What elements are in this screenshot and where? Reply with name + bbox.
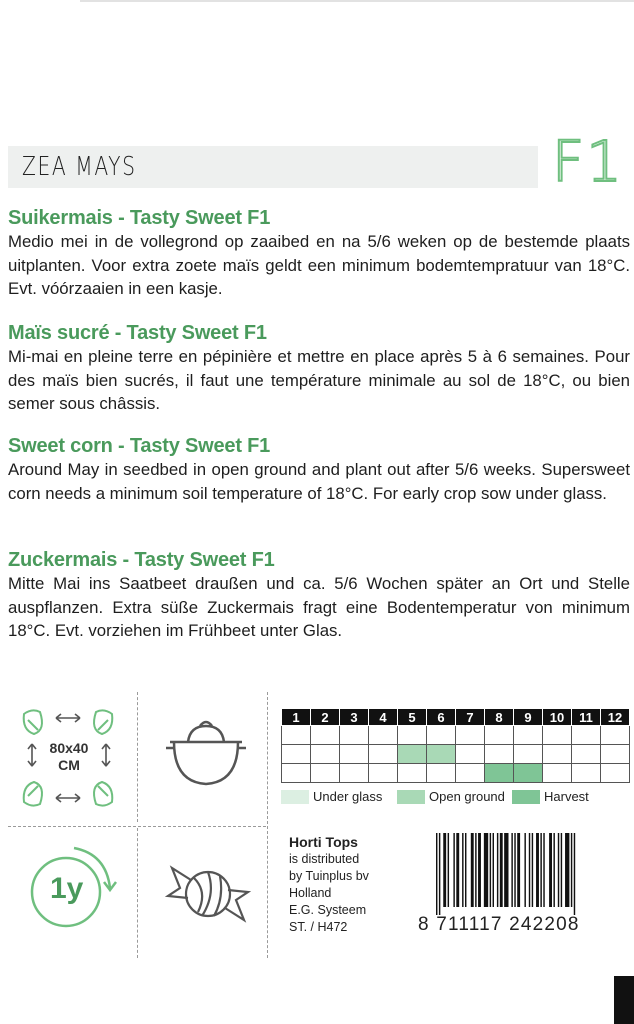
- divider: [137, 692, 138, 822]
- title-bar: [8, 146, 538, 188]
- section-heading: Suikermais - Tasty Sweet F1: [8, 207, 271, 229]
- harvest-cell: [514, 764, 543, 783]
- calendar-cell: [427, 726, 456, 745]
- month-header: 12: [601, 709, 630, 726]
- calendar-cell: [398, 764, 427, 783]
- calendar-cell: [340, 726, 369, 745]
- calendar-cell: [398, 726, 427, 745]
- calendar-cell: [427, 764, 456, 783]
- month-header: 2: [311, 709, 340, 726]
- calendar-header-row: [282, 709, 630, 726]
- distributor-line: Holland: [289, 886, 332, 900]
- calendar-cell: [456, 726, 485, 745]
- calendar-cell: [601, 726, 630, 745]
- month-header: 11: [572, 709, 601, 726]
- calendar-cell: [282, 745, 311, 764]
- barcode-bar: [497, 833, 498, 907]
- barcode-bar: [517, 833, 520, 907]
- barcode-bar: [443, 833, 446, 907]
- legend-label: Under glass: [313, 789, 383, 804]
- section-dutch: [8, 206, 630, 301]
- sowing-calendar: [281, 708, 630, 783]
- barcode-bar: [574, 833, 575, 915]
- edge-mark: [614, 976, 634, 1024]
- month-header: 5: [398, 709, 427, 726]
- barcode-bar: [540, 833, 541, 907]
- pot-icon: [160, 712, 252, 792]
- candy-icon: [158, 842, 258, 942]
- section-heading: Maïs sucré - Tasty Sweet F1: [8, 322, 267, 344]
- calendar-cell: [456, 745, 485, 764]
- barcode-bar: [536, 833, 539, 907]
- calendar-cell: [282, 726, 311, 745]
- divider: [267, 692, 268, 958]
- open-ground-row: [282, 745, 630, 764]
- barcode: [436, 833, 626, 915]
- spacing-value: 80x40: [49, 740, 89, 756]
- calendar-cell: [514, 745, 543, 764]
- calendar-cell: [340, 764, 369, 783]
- calendar-cell: [543, 745, 572, 764]
- legend-label: Harvest: [544, 789, 589, 804]
- barcode-bar: [471, 833, 474, 907]
- calendar-cell: [311, 764, 340, 783]
- month-header: 7: [456, 709, 485, 726]
- calendar-cell: [369, 745, 398, 764]
- calendar-cell: [514, 726, 543, 745]
- calendar-cell: [572, 745, 601, 764]
- open-ground-cell: [427, 745, 456, 764]
- section-german: [8, 548, 630, 643]
- barcode-bar: [465, 833, 466, 907]
- barcode-bar: [456, 833, 459, 907]
- barcode-bar: [561, 833, 562, 907]
- legend-swatch: [281, 790, 309, 804]
- calendar-cell: [282, 764, 311, 783]
- month-header: 10: [543, 709, 572, 726]
- barcode-bar: [436, 833, 437, 915]
- month-header: 9: [514, 709, 543, 726]
- calendar-cell: [340, 745, 369, 764]
- legend-swatch: [397, 790, 425, 804]
- barcode-bar: [462, 833, 463, 907]
- divider: [8, 826, 266, 827]
- calendar-cell: [543, 726, 572, 745]
- section-french: [8, 321, 630, 416]
- calendar-cell: [311, 745, 340, 764]
- section-text: Mitte Mai ins Saatbeet draußen und ca. 5/6 Wochen später an Ort und Stelle auspflanzen. Extra süße Zuckermais fragt eine Bodentemperatur von minimum 18°C. Evt. vorziehen im Frühbeet unter Glas.: [8, 574, 630, 640]
- barcode-bar: [532, 833, 533, 907]
- distributor-line: E.G. Systeem: [289, 903, 367, 917]
- barcode-bar: [553, 833, 554, 907]
- calendar-cell: [369, 726, 398, 745]
- barcode-bar: [514, 833, 515, 907]
- calendar-cell: [311, 726, 340, 745]
- barcode-bar: [478, 833, 481, 907]
- top-rule: [80, 0, 634, 2]
- calendar-cell: [572, 726, 601, 745]
- month-header: 4: [369, 709, 398, 726]
- barcode-bar: [558, 833, 559, 907]
- barcode-bar: [475, 833, 476, 907]
- month-header: 8: [485, 709, 514, 726]
- section-text: Mi-mai en pleine terre en pépinière et mettre en place après 5 à 6 semaines. Pour des maïs bien sucrés, il faut une température minimale au sol de 18°C, ou bien semer sous châssis.: [8, 347, 630, 413]
- barcode-bar: [571, 833, 572, 907]
- barcode-bar: [490, 833, 491, 907]
- calendar-cell: [485, 745, 514, 764]
- section-text: Around May in seedbed in open ground and plant out after 5/6 weeks. Supersweet corn needs a minimum soil temperature of 18°C. For early crop sow under glass.: [8, 460, 630, 503]
- divider: [137, 828, 138, 958]
- month-header: 6: [427, 709, 456, 726]
- spacing-label: [44, 740, 94, 774]
- barcode-bar: [453, 833, 454, 907]
- barcode-bar: [493, 833, 494, 907]
- barcode-bar: [529, 833, 530, 907]
- calendar-cell: [572, 764, 601, 783]
- cycle-label: 1y: [50, 872, 84, 905]
- section-heading: Sweet corn - Tasty Sweet F1: [8, 435, 271, 457]
- calendar-cell: [601, 764, 630, 783]
- calendar-cell: [485, 726, 514, 745]
- calendar-cell: [543, 764, 572, 783]
- legend-label: Open ground: [429, 789, 505, 804]
- barcode-bar: [543, 833, 544, 907]
- harvest-row: [282, 764, 630, 783]
- spacing-unit: CM: [58, 757, 80, 773]
- barcode-bar: [511, 833, 512, 907]
- barcode-bar: [484, 833, 488, 907]
- harvest-cell: [485, 764, 514, 783]
- distributor-line: by Tuinplus bv: [289, 869, 369, 883]
- distributor-line: ST. / H472: [289, 920, 348, 934]
- open-ground-cell: [398, 745, 427, 764]
- calendar-cell: [601, 745, 630, 764]
- barcode-bar: [524, 833, 525, 907]
- barcode-bar: [549, 833, 552, 907]
- barcode-number: 8 711117 242208: [418, 914, 580, 935]
- section-english: [8, 434, 630, 505]
- distributor-line: is distributed: [289, 852, 360, 866]
- species-name: ZEA MAYS: [22, 152, 137, 182]
- f1-badge: F1: [552, 130, 624, 195]
- section-heading: Zuckermais - Tasty Sweet F1: [8, 549, 275, 571]
- month-header: 3: [340, 709, 369, 726]
- brand-name: Horti Tops: [289, 834, 358, 850]
- section-text: Medio mei in de vollegrond op zaaibed en na 5/6 weken op de bestemde plaats uitplanten. Voor extra zoete maïs geldt een minimum bodemtempratuur van 18°C. Evt. vóórzaaien in een kasje.: [8, 232, 630, 298]
- legend-swatch: [512, 790, 540, 804]
- barcode-bar: [504, 833, 508, 907]
- barcode-bar: [500, 833, 503, 907]
- barcode-bar: [439, 833, 440, 915]
- calendar-cell: [369, 764, 398, 783]
- month-header: 1: [282, 709, 311, 726]
- barcode-bar: [565, 833, 569, 907]
- barcode-bar: [448, 833, 449, 907]
- under-glass-row: [282, 726, 630, 745]
- distributor-info: [289, 834, 369, 936]
- calendar-cell: [456, 764, 485, 783]
